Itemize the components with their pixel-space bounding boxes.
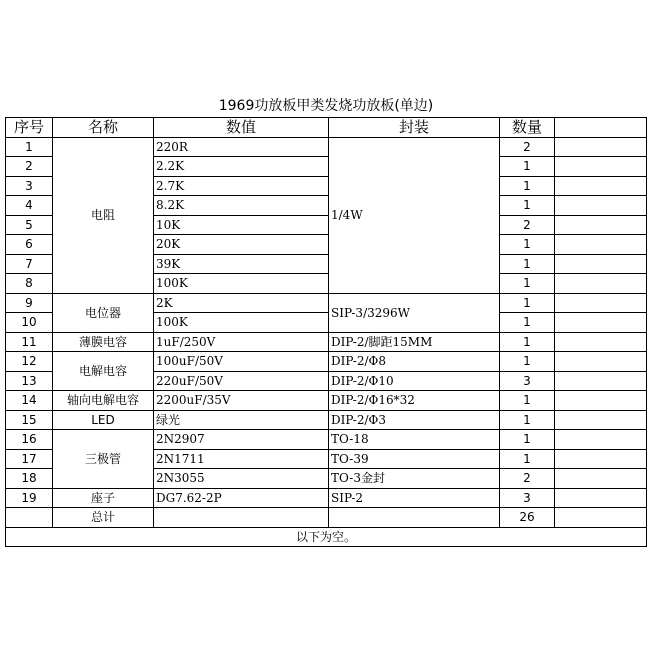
seq-cell: 16 xyxy=(6,430,53,450)
name-cell-pot: 电位器 xyxy=(53,293,154,332)
seq-cell: 11 xyxy=(6,332,53,352)
table-row xyxy=(6,332,647,352)
value-cell: 100K xyxy=(154,313,329,333)
extra-cell xyxy=(555,391,647,411)
qty-cell: 3 xyxy=(500,488,555,508)
extra-cell xyxy=(555,215,647,235)
package-cell: TO-3金封 xyxy=(329,469,500,489)
seq-cell: 12 xyxy=(6,352,53,372)
qty-cell: 1 xyxy=(500,313,555,333)
package-cell: DIP-2/脚距15MM xyxy=(329,332,500,352)
table-row xyxy=(6,352,647,372)
table-row xyxy=(6,293,647,313)
seq-cell: 2 xyxy=(6,157,53,177)
header-package: 封装 xyxy=(329,118,500,138)
table-row xyxy=(6,137,647,157)
seq-cell: 3 xyxy=(6,176,53,196)
qty-cell: 2 xyxy=(500,137,555,157)
qty-cell: 1 xyxy=(500,157,555,177)
value-cell: 2.2K xyxy=(154,157,329,177)
header-row xyxy=(6,118,647,138)
value-cell: 2200uF/35V xyxy=(154,391,329,411)
qty-cell: 2 xyxy=(500,469,555,489)
value-cell: 2N2907 xyxy=(154,430,329,450)
extra-cell xyxy=(555,410,647,430)
name-cell-electrolytic: 电解电容 xyxy=(53,352,154,391)
package-cell-pot: SIP-3/3296W xyxy=(329,293,500,332)
extra-cell xyxy=(555,371,647,391)
qty-cell: 1 xyxy=(500,176,555,196)
footer-note: 以下为空。 xyxy=(6,527,647,547)
table-row xyxy=(6,430,647,450)
package-cell: DIP-2/Φ8 xyxy=(329,352,500,372)
extra-cell xyxy=(555,157,647,177)
header-name: 名称 xyxy=(53,118,154,138)
table-row xyxy=(6,488,647,508)
package-cell: DIP-2/Φ10 xyxy=(329,371,500,391)
extra-cell xyxy=(555,313,647,333)
bom-table xyxy=(5,117,647,547)
extra-cell xyxy=(555,176,647,196)
seq-cell: 19 xyxy=(6,488,53,508)
name-cell-axial-electrolytic: 轴向电解电容 xyxy=(53,391,154,411)
seq-cell: 5 xyxy=(6,215,53,235)
total-package-cell xyxy=(329,508,500,528)
extra-cell xyxy=(555,449,647,469)
extra-cell xyxy=(555,137,647,157)
footer-row xyxy=(6,527,647,547)
value-cell: 100K xyxy=(154,274,329,294)
header-value: 数值 xyxy=(154,118,329,138)
seq-cell: 6 xyxy=(6,235,53,255)
header-extra xyxy=(555,118,647,138)
seq-cell: 1 xyxy=(6,137,53,157)
extra-cell xyxy=(555,196,647,216)
name-cell-film-cap: 薄膜电容 xyxy=(53,332,154,352)
package-cell-resistor: 1/4W xyxy=(329,137,500,293)
package-cell: TO-18 xyxy=(329,430,500,450)
value-cell: 2K xyxy=(154,293,329,313)
qty-cell: 1 xyxy=(500,430,555,450)
seq-cell: 10 xyxy=(6,313,53,333)
value-cell: 220uF/50V xyxy=(154,371,329,391)
qty-cell: 2 xyxy=(500,215,555,235)
extra-cell xyxy=(555,293,647,313)
qty-cell: 1 xyxy=(500,410,555,430)
value-cell: 1uF/250V xyxy=(154,332,329,352)
seq-cell: 15 xyxy=(6,410,53,430)
seq-cell: 13 xyxy=(6,371,53,391)
qty-cell: 1 xyxy=(500,293,555,313)
total-label: 总计 xyxy=(53,508,154,528)
value-cell: 20K xyxy=(154,235,329,255)
value-cell: 绿光 xyxy=(154,410,329,430)
value-cell: 100uF/50V xyxy=(154,352,329,372)
package-cell: TO-39 xyxy=(329,449,500,469)
extra-cell xyxy=(555,488,647,508)
qty-cell: 1 xyxy=(500,274,555,294)
qty-cell: 1 xyxy=(500,449,555,469)
extra-cell xyxy=(555,430,647,450)
qty-cell: 1 xyxy=(500,352,555,372)
bom-title: 1969功放板甲类发烧功放板(单边) xyxy=(218,98,434,114)
value-cell: 220R xyxy=(154,137,329,157)
value-cell: 2N3055 xyxy=(154,469,329,489)
value-cell: 8.2K xyxy=(154,196,329,216)
extra-cell xyxy=(555,235,647,255)
extra-cell xyxy=(555,274,647,294)
value-cell: 39K xyxy=(154,254,329,274)
package-cell: SIP-2 xyxy=(329,488,500,508)
qty-cell: 1 xyxy=(500,254,555,274)
name-cell-resistor: 电阻 xyxy=(53,137,154,293)
seq-cell: 17 xyxy=(6,449,53,469)
name-cell-socket: 座子 xyxy=(53,488,154,508)
package-cell: DIP-2/Φ16*32 xyxy=(329,391,500,411)
seq-cell: 9 xyxy=(6,293,53,313)
extra-cell xyxy=(555,254,647,274)
table-row xyxy=(6,410,647,430)
extra-cell xyxy=(555,332,647,352)
value-cell: 2.7K xyxy=(154,176,329,196)
seq-cell: 14 xyxy=(6,391,53,411)
qty-cell: 3 xyxy=(500,371,555,391)
total-extra-cell xyxy=(555,508,647,528)
header-qty: 数量 xyxy=(500,118,555,138)
seq-cell: 7 xyxy=(6,254,53,274)
value-cell: 10K xyxy=(154,215,329,235)
name-cell-transistor: 三极管 xyxy=(53,430,154,489)
total-qty: 26 xyxy=(500,508,555,528)
total-seq-cell xyxy=(6,508,53,528)
value-cell: DG7.62-2P xyxy=(154,488,329,508)
qty-cell: 1 xyxy=(500,235,555,255)
name-cell-led: LED xyxy=(53,410,154,430)
extra-cell xyxy=(555,469,647,489)
seq-cell: 8 xyxy=(6,274,53,294)
package-cell: DIP-2/Φ3 xyxy=(329,410,500,430)
qty-cell: 1 xyxy=(500,196,555,216)
qty-cell: 1 xyxy=(500,391,555,411)
total-value-cell xyxy=(154,508,329,528)
seq-cell: 4 xyxy=(6,196,53,216)
extra-cell xyxy=(555,352,647,372)
total-row xyxy=(6,508,647,528)
seq-cell: 18 xyxy=(6,469,53,489)
table-row xyxy=(6,391,647,411)
qty-cell: 1 xyxy=(500,332,555,352)
value-cell: 2N1711 xyxy=(154,449,329,469)
header-seq: 序号 xyxy=(6,118,53,138)
